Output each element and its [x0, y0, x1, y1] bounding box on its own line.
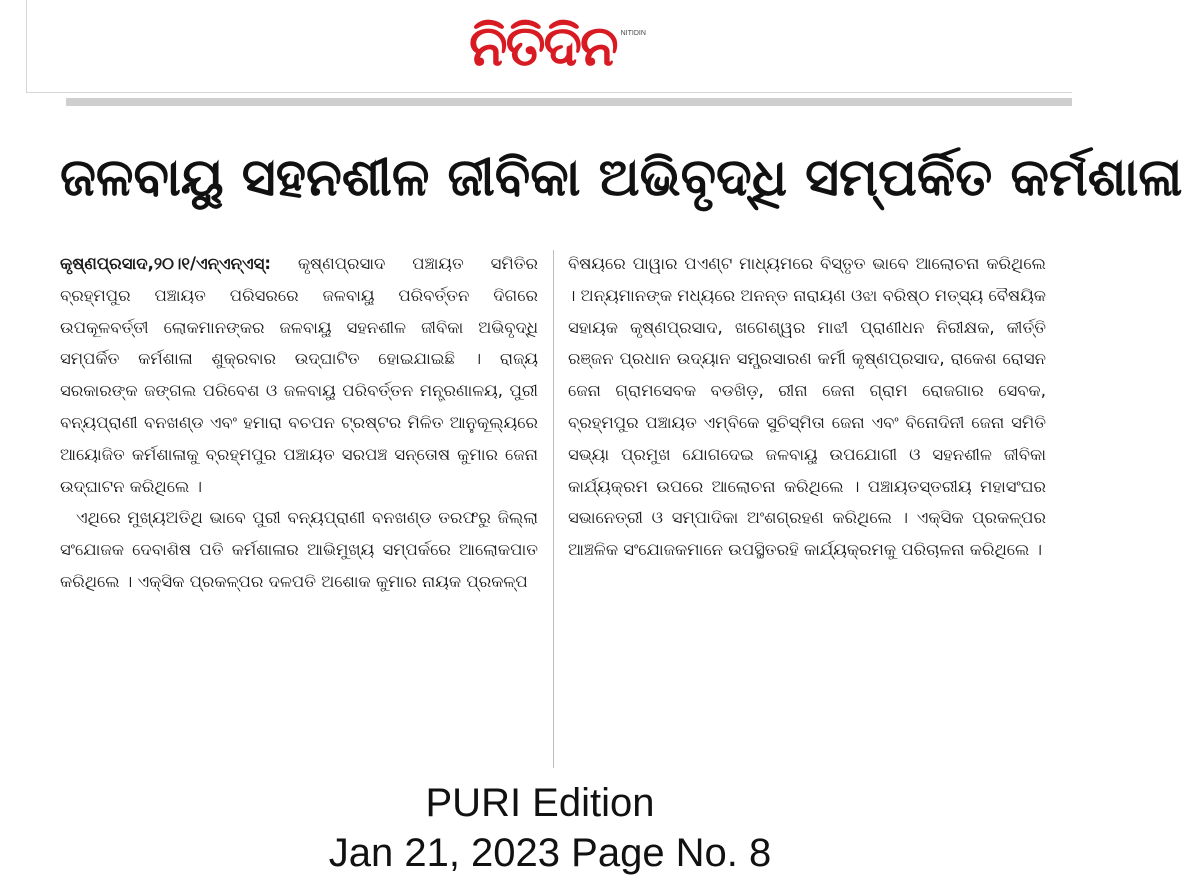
- column-divider: [553, 250, 554, 768]
- article-dateline: କୃଷ୍ଣପ୍ରସାଦ,୨୦।୧/ଏନ୍‌ଏନ୍‌ଏସ୍:: [60, 254, 271, 273]
- article-headline: ଜଳବାୟୁ ସହନଶୀଳ ଜୀବିକା ଅଭିବୃଦ୍ଧି ସମ୍ପର୍କିତ କର୍ମଶାଳା: [60, 148, 1182, 208]
- news-clipping: [60, 110, 1182, 770]
- date-page-label: Jan 21, 2023 Page No. 8: [328, 831, 772, 875]
- clipping-top-bar: [66, 98, 1072, 106]
- newspaper-logo: [469, 8, 646, 88]
- masthead: [26, 0, 1072, 93]
- article-column-right: [568, 248, 1046, 770]
- article-paragraph: [60, 248, 538, 502]
- logo-wordmark: ନିତିଦିନ: [469, 14, 617, 79]
- edition-label: PURI Edition: [425, 781, 655, 825]
- article-paragraph: ଏଥିରେ ମୁଖ୍ୟଅତିଥି ଭାବେ ପୁରୀ ବନ୍ୟପ୍ରାଣୀ ବନଖଣ୍ଡ ତରଫରୁ ଜିଲ୍ଲା ସଂଯୋଜକ ଦେବାଶିଷ ପତି କର୍ମଶାଳାର ଆଭିମୁଖ୍ୟ ସମ୍ପର୍କରେ ଆଲୋକପାତ କରିଥିଲେ । ଏକ୍ସିକ ପ୍ରକଳ୍ପର ଦଳପତି ଅଶୋକ କୁମାର ନାୟକ ପ୍ରକଳ୍ପ: [60, 508, 538, 591]
- masthead-left-rule: [26, 0, 27, 92]
- article-paragraph: ବିଷୟରେ ପାୱାର ପଏଣ୍ଟ ମାଧ୍ୟମରେ ବିସ୍ତୃତ ଭାବେ ଆଲୋଚନା କରିଥିଲେ । ଅନ୍ୟମାନଙ୍କ ମଧ୍ୟରେ ଅନନ୍ତ ନାରାୟଣ ଓଝା ବରିଷ୍ଠ ମତ୍ସ୍ୟ ବୈଷୟିକ ସହାୟକ କୃଷ୍ଣପ୍ରସାଦ, ଖଗେଶ୍ୱର ମାଝୀ ପ୍ରାଣୀଧନ ନିରୀକ୍ଷକ, କୀର୍ତ୍ତି ରଞ୍ଜନ ପ୍ରଧାନ ଉଦ୍ୟାନ ସମ୍ପ୍ରସାରଣ କର୍ମୀ କୃଷ୍ଣପ୍ରସାଦ, ରାକେଶ ରୋସନ ଜେନା ଗ୍ରାମସେବକ ବଡଖିଡ଼, ରୀନା ଜେନା ଗ୍ରାମ ରୋଜଗାର ସେବକ, ବ୍ରହ୍ମପୁର ପଞ୍ଚାୟତ ଏମ୍‌ବିକେ ସୁଚିସ୍ମିତା ଜେନା ଏବଂ ବିନୋଦିନୀ ଜେନା ସମିତି ସଭ୍ୟା ପ୍ରମୁଖ ଯୋଗଦେଇ ଜଳବାୟୁ ଉପଯୋଗୀ ଓ ସହନଶୀଳ ଜୀବିକା କାର୍ଯ୍ୟକ୍ରମ ଉପରେ ଆଲୋଚନା କରିଥିଲେ । ପଞ୍ଚାୟତସ୍ତରୀୟ ମହାସଂଘର ସଭାନେତ୍ରୀ ଓ ସମ୍ପାଦିକା ଅଂଶଗ୍ରହଣ କରିଥିଲେ । ଏକ୍ସିକ ପ୍ରକଳ୍ପର ଆଞ୍ଚଳିକ ସଂଯୋଜକମାନେ ଉପସ୍ଥିତରହି କାର୍ଯ୍ୟକ୍ରମକୁ ପରିଚାଳନା କରିଥିଲେ ।: [568, 254, 1046, 560]
- logo-subtext: NITIDIN: [620, 30, 646, 37]
- article-paragraph-text: କୃଷ୍ଣପ୍ରସାଦ ପଞ୍ଚାୟତ ସମିତିର ବ୍ରହ୍ମପୁର ପଞ୍ଚାୟତ ପରିସରରେ ଜଳବାୟୁ ପରିବର୍ତ୍ତନ ଦିଗରେ ଉପକୂଳବର୍ତ୍ତୀ ଲୋକମାନଙ୍କର ଜଳବାୟୁ ସହନଶୀଳ ଜୀବିକା ଅଭିବୃଦ୍ଧି ସମ୍ପର୍କିତ କର୍ମଶାଳା ଶୁକ୍ରବାର ଉଦ୍‌ଘାଟିତ ହୋଇଯାଇଛି । ରାଜ୍ୟ ସରକାରଙ୍କ ଜଙ୍ଗଲ ପରିବେଶ ଓ ଜଳବାୟୁ ପରିବର୍ତ୍ତନ ମନ୍ତ୍ରଣାଳୟ, ପୁରୀ ବନ୍ୟପ୍ରାଣୀ ବନଖଣ୍ଡ ଏବଂ ହମାରା ବଚପନ ଟ୍ରଷ୍ଟର ମିଳିତ ଆନୁକୂଲ୍ୟରେ ଆୟୋଜିତ କର୍ମଶାଳାକୁ ବ୍ରହ୍ମପୁର ପଞ୍ଚାୟତ ସରପଞ୍ଚ ସନ୍ତୋଷ କୁମାର ଜେନା ଉଦ୍‌ଘାଟନ କରିଥିଲେ ।: [60, 254, 539, 496]
- article-column-left: [60, 248, 538, 770]
